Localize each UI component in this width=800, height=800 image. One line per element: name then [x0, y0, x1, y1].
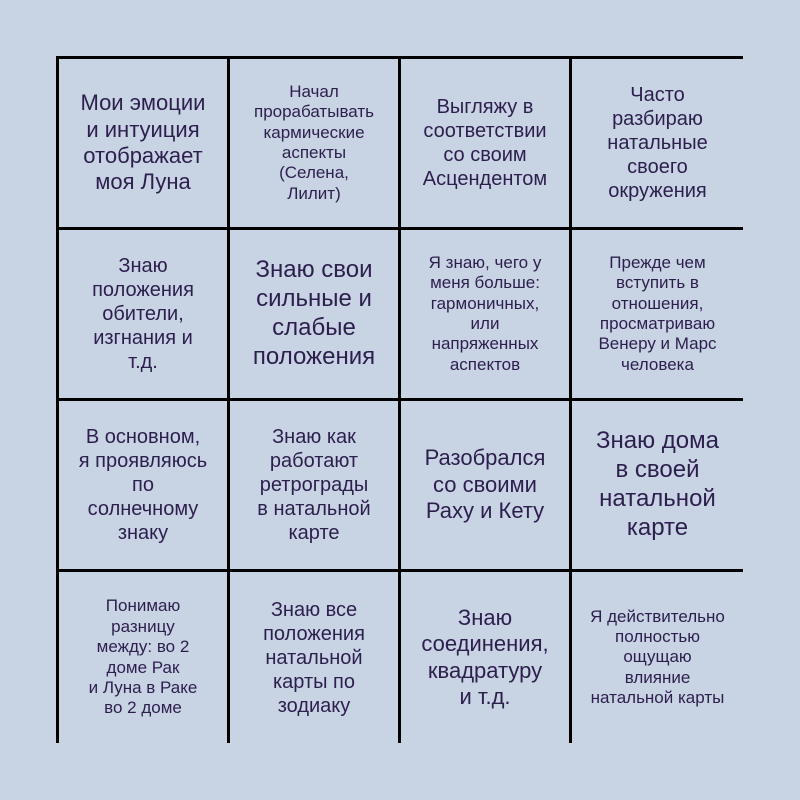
bingo-cell[interactable]	[401, 230, 572, 401]
bingo-cell[interactable]	[59, 572, 230, 743]
bingo-cell[interactable]	[230, 572, 401, 743]
bingo-cell[interactable]	[401, 401, 572, 572]
bingo-cell[interactable]	[401, 572, 572, 743]
bingo-cell-text: Я действительно полностью ощущаю влияние натальной карты	[590, 606, 725, 708]
bingo-cell[interactable]	[572, 59, 743, 230]
bingo-cell-text: Знаю как работают ретрограды в натальной карте	[257, 426, 371, 544]
bingo-cell[interactable]	[59, 59, 230, 230]
bingo-cell-text: Мои эмоции и интуиция отображает моя Луна	[80, 90, 206, 195]
bingo-cell-text: Прежде чем вступить в отношения, просматриваю Венеру и Марс человека	[598, 252, 717, 374]
bingo-cell-text: В основном, я проявляюсь по солнечному знаку	[78, 426, 208, 544]
bingo-cell-text: Выгляжу в соответствии со своим Асцендентом	[422, 96, 548, 190]
bingo-cell-text: Знаю соединения, квадратуру и т.д.	[421, 604, 549, 709]
bingo-cell-text: Знаю все положения натальной карты по зодиаку	[263, 598, 365, 717]
bingo-board	[56, 56, 743, 743]
bingo-cell-text: Часто разбираю натальные своего окружения	[607, 84, 708, 202]
bingo-cell[interactable]	[572, 230, 743, 401]
bingo-cell-text: Разобрался со своими Раху и Кету	[424, 445, 546, 524]
bingo-cell-text: Начал прорабатывать кармические аспекты (Селена, Лилит)	[253, 81, 375, 203]
bingo-cell-text: Понимаю разницу между: во 2 доме Рак и Луна в Раке во 2 доме	[88, 596, 198, 718]
bingo-cell[interactable]	[59, 401, 230, 572]
bingo-cell[interactable]	[230, 401, 401, 572]
bingo-cell-text: Я знаю, чего у меня больше: гармоничных, или напряженных аспектов	[428, 252, 542, 374]
bingo-cell-text: Знаю свои сильные и слабые положения	[252, 256, 376, 370]
bingo-cell[interactable]	[572, 572, 743, 743]
bingo-cell[interactable]	[230, 230, 401, 401]
bingo-cell-text: Знаю положения обители, изгнания и т.д.	[92, 255, 194, 373]
bingo-cell[interactable]	[59, 230, 230, 401]
bingo-cell[interactable]	[230, 59, 401, 230]
bingo-cell-text: Знаю дома в своей натальной карте	[596, 427, 719, 541]
bingo-cell[interactable]	[572, 401, 743, 572]
bingo-cell[interactable]	[401, 59, 572, 230]
